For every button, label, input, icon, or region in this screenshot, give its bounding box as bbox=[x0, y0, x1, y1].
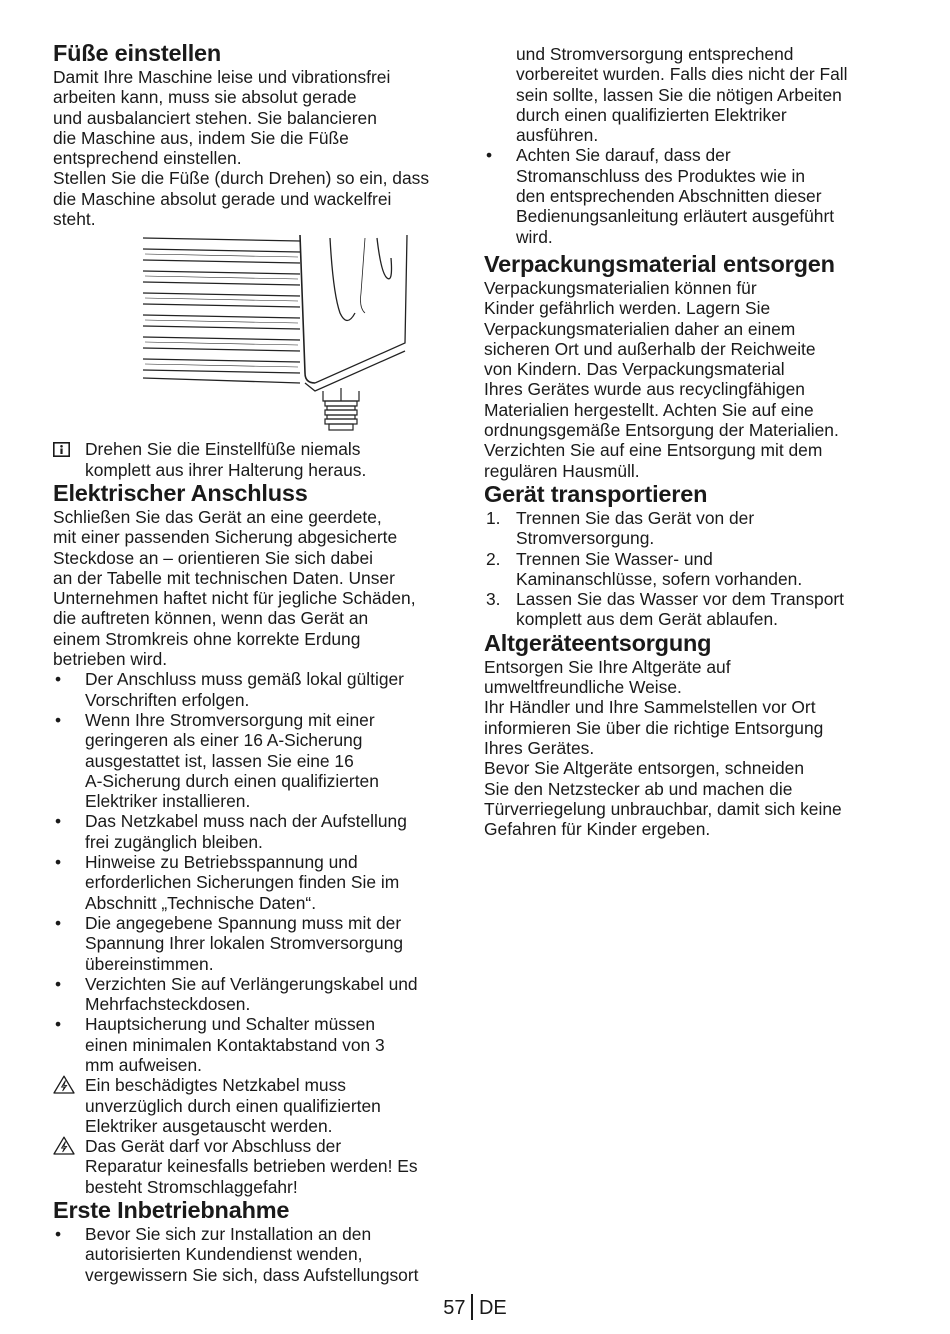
text-line: Mehrfachsteckdosen. bbox=[85, 994, 251, 1015]
heading-feet: Füße einstellen bbox=[53, 40, 222, 66]
bullet-icon: • bbox=[55, 1014, 62, 1035]
bullet-icon: • bbox=[55, 852, 62, 873]
vent-slats bbox=[143, 238, 300, 373]
text-line: wird. bbox=[516, 226, 553, 247]
page-footer bbox=[0, 1294, 950, 1320]
text-line: arbeiten kann, muss sie absolut gerade bbox=[53, 87, 357, 108]
text-line: Hinweise zu Betriebsspannung und bbox=[85, 852, 358, 873]
text-line: Wenn Ihre Stromversorgung mit einer bbox=[85, 709, 375, 730]
text-line: übereinstimmen. bbox=[85, 953, 214, 974]
text-line: Verzichten Sie auf Verlängerungskabel und bbox=[85, 973, 418, 994]
transport-steps bbox=[484, 508, 899, 630]
text-line: von Kindern. Das Verpackungsmaterial bbox=[484, 359, 785, 380]
text-line: Verpackungsmaterialien daher an einem bbox=[484, 318, 796, 339]
page-number: 57 bbox=[443, 1297, 466, 1319]
packaging-text bbox=[484, 278, 899, 481]
bullet-icon: • bbox=[55, 709, 62, 730]
text-line: Das Gerät darf vor Abschluss der bbox=[85, 1136, 342, 1157]
list-item bbox=[484, 44, 899, 145]
text-line: Unternehmen haftet nicht für jegliche Schäden, bbox=[53, 588, 416, 609]
list-item bbox=[53, 913, 465, 974]
bullet-icon: • bbox=[55, 973, 62, 994]
warning-icon bbox=[53, 1136, 75, 1159]
text-line: Materialien hergestellt. Achten Sie auf eine bbox=[484, 399, 814, 420]
text-line: Ihres Gerätes wurde aus recyclingfähigen bbox=[484, 379, 805, 400]
warning-icon bbox=[53, 1075, 75, 1098]
text-line: die Maschine aus, indem Sie die Füße bbox=[53, 127, 349, 148]
text-line: Spannung Ihrer lokalen Stromversorgung bbox=[85, 933, 404, 954]
electric-intro bbox=[53, 507, 465, 669]
text-line: Kaminanschlüsse, sofern vorhanden. bbox=[516, 568, 803, 589]
language-code: DE bbox=[478, 1297, 507, 1319]
transport-step bbox=[484, 508, 899, 549]
list-item bbox=[484, 145, 899, 246]
text-line: autorisierten Kundendienst wenden, bbox=[85, 1244, 363, 1265]
text-line: Verpackungsmaterialien können für bbox=[484, 277, 757, 298]
text-line: Lassen Sie das Wasser vor dem Transport bbox=[516, 589, 844, 610]
heading-first-use: Erste Inbetriebnahme bbox=[53, 1197, 290, 1224]
left-column bbox=[53, 40, 465, 1285]
text-line: einem Stromkreis ohne korrekte Erdung bbox=[53, 628, 361, 649]
text-line: vorbereitet wurden. Falls dies nicht der Fall bbox=[516, 64, 848, 85]
text-line: Trennen Sie Wasser- und bbox=[516, 548, 713, 569]
text-line: und ausbalanciert stehen. Sie balancieren bbox=[53, 107, 377, 128]
warning-note bbox=[53, 1136, 465, 1197]
text-line: Reparatur keinesfalls betrieben werden! Es bbox=[85, 1156, 418, 1177]
text-line: Sie den Netzstecker ab und machen die bbox=[484, 778, 793, 799]
text-line: die auftreten können, wenn das Gerät an bbox=[53, 608, 369, 629]
text-line: regulären Hausmüll. bbox=[484, 460, 640, 481]
heading-transport: Gerät transportieren bbox=[484, 480, 708, 507]
text-line: sein sollte, lassen Sie die nötigen Arbeiten bbox=[516, 84, 842, 105]
machine-feet-illustration bbox=[115, 233, 415, 433]
bullet-icon: • bbox=[55, 912, 62, 933]
step-number: 1. bbox=[486, 507, 501, 528]
feet-paragraph-1 bbox=[53, 67, 465, 168]
heading-electric: Elektrischer Anschluss bbox=[53, 479, 308, 506]
list-item bbox=[53, 1014, 465, 1075]
text-line: betrieben wird. bbox=[53, 649, 168, 670]
info-icon bbox=[53, 441, 70, 461]
disposal-paragraph-1 bbox=[484, 657, 899, 698]
text-line: Steckdose an – orientieren Sie sich dabei bbox=[53, 547, 373, 568]
disposal-paragraph-3 bbox=[484, 758, 899, 839]
bullet-icon: • bbox=[55, 669, 62, 690]
text-line: Kinder gefährlich werden. Lagern Sie bbox=[484, 298, 771, 319]
text-line: Elektriker ausgetauscht werden. bbox=[85, 1115, 333, 1136]
text-line: umweltfreundliche Weise. bbox=[484, 677, 682, 698]
text-line: Hauptsicherung und Schalter müssen bbox=[85, 1014, 376, 1035]
bullet-icon: • bbox=[55, 811, 62, 832]
adjustable-foot bbox=[323, 388, 359, 430]
right-column bbox=[484, 44, 899, 839]
text-line: Bevor Sie sich zur Installation an den bbox=[85, 1224, 372, 1245]
text-line: besteht Stromschlaggefahr! bbox=[85, 1176, 298, 1197]
step-number: 3. bbox=[486, 589, 501, 610]
list-item bbox=[53, 710, 465, 811]
text-line: ausgestattet ist, lassen Sie eine 16 bbox=[85, 750, 354, 771]
text-line: Verzichten Sie auf eine Entsorgung mit dem bbox=[484, 440, 823, 461]
text-line: entsprechend einstellen. bbox=[53, 148, 242, 169]
heading-disposal: Altgeräteentsorgung bbox=[484, 629, 712, 656]
text-line: Damit Ihre Maschine leise und vibrationsfrei bbox=[53, 67, 391, 87]
text-line: komplett aus dem Gerät ablaufen. bbox=[516, 609, 778, 630]
text-line: Der Anschluss muss gemäß lokal gültiger bbox=[85, 669, 404, 690]
feet-paragraph-2 bbox=[53, 168, 465, 229]
heading-packaging: Verpackungsmaterial entsorgen bbox=[484, 250, 835, 277]
list-item bbox=[53, 1224, 465, 1285]
text-line: Elektriker installieren. bbox=[85, 791, 251, 812]
text-line: mit einer passenden Sicherung abgesicherte bbox=[53, 527, 398, 548]
text-line: Gefahren für Kinder ergeben. bbox=[484, 819, 711, 840]
text-line: Ihres Gerätes. bbox=[484, 737, 595, 758]
electric-warnings bbox=[53, 1075, 465, 1197]
text-line: Bedienungsanleitung erläutert ausgeführt bbox=[516, 206, 835, 227]
text-line: Drehen Sie die Einstellfüße niemals bbox=[85, 439, 361, 460]
first-use-bullets bbox=[53, 1224, 465, 1285]
text-line: Trennen Sie das Gerät von der bbox=[516, 507, 755, 528]
text-line: an der Tabelle mit technischen Daten. Unser bbox=[53, 567, 395, 588]
text-line: Schließen Sie das Gerät an eine geerdete, bbox=[53, 506, 382, 527]
text-line: und Stromversorgung entsprechend bbox=[516, 44, 794, 64]
continued-bullets bbox=[484, 44, 899, 247]
step-number: 2. bbox=[486, 548, 501, 569]
text-line: unverzüglich durch einen qualifizierten bbox=[85, 1095, 381, 1116]
text-line: mm aufweisen. bbox=[85, 1054, 202, 1075]
list-item bbox=[53, 852, 465, 913]
bullet-icon: • bbox=[55, 1224, 62, 1245]
text-line: Stellen Sie die Füße (durch Drehen) so ein, dass bbox=[53, 168, 430, 189]
note-feet bbox=[53, 439, 465, 480]
text-line: Ein beschädigtes Netzkabel muss bbox=[85, 1075, 346, 1096]
text-line: vergewissern Sie sich, dass Aufstellungsort bbox=[85, 1264, 419, 1285]
text-line: steht. bbox=[53, 209, 96, 230]
transport-step bbox=[484, 549, 899, 590]
note-feet-text bbox=[85, 439, 465, 480]
text-line: informieren Sie über die richtige Entsorgung bbox=[484, 717, 824, 738]
text-line: Stromanschluss des Produktes wie in bbox=[516, 165, 806, 186]
list-item bbox=[53, 811, 465, 852]
list-item bbox=[53, 974, 465, 1015]
text-line: den entsprechenden Abschnitten dieser bbox=[516, 186, 822, 207]
text-line: Das Netzkabel muss nach der Aufstellung bbox=[85, 811, 407, 832]
transport-step bbox=[484, 589, 899, 630]
text-line: Abschnitt „Technische Daten“. bbox=[85, 892, 317, 913]
text-line: durch einen qualifizierten Elektriker bbox=[516, 104, 787, 125]
text-line: Entsorgen Sie Ihre Altgeräte auf bbox=[484, 656, 731, 677]
text-line: Stromversorgung. bbox=[516, 528, 655, 549]
text-line: einen minimalen Kontaktabstand von 3 bbox=[85, 1034, 385, 1055]
bullet-icon: • bbox=[486, 145, 493, 166]
text-line: frei zugänglich bleiben. bbox=[85, 831, 263, 852]
electric-bullets bbox=[53, 669, 465, 1075]
text-line: Türverriegelung unbrauchbar, damit sich keine bbox=[484, 798, 842, 819]
text-line: komplett aus ihrer Halterung heraus. bbox=[85, 459, 367, 480]
list-item bbox=[53, 669, 465, 710]
text-line: die Maschine absolut gerade und wackelfrei bbox=[53, 188, 392, 209]
text-line: Ihr Händler und Ihre Sammelstellen vor Ort bbox=[484, 697, 816, 718]
text-line: A-Sicherung durch einen qualifizierten bbox=[85, 770, 379, 791]
text-line: geringeren als einer 16 A-Sicherung bbox=[85, 730, 363, 751]
text-line: sicheren Ort und außerhalb der Reichweite bbox=[484, 338, 816, 359]
text-line: Die angegebene Spannung muss mit der bbox=[85, 912, 402, 933]
text-line: Bevor Sie Altgeräte entsorgen, schneiden bbox=[484, 758, 805, 779]
text-line: erforderlichen Sicherungen finden Sie im bbox=[85, 872, 400, 893]
text-line: ausführen. bbox=[516, 125, 599, 146]
text-line: ordnungsgemäße Entsorgung der Materialien. bbox=[484, 420, 839, 441]
disposal-paragraph-2 bbox=[484, 697, 899, 758]
warning-note bbox=[53, 1075, 465, 1136]
text-line: Vorschriften erfolgen. bbox=[85, 689, 250, 710]
text-line: Achten Sie darauf, dass der bbox=[516, 145, 731, 166]
